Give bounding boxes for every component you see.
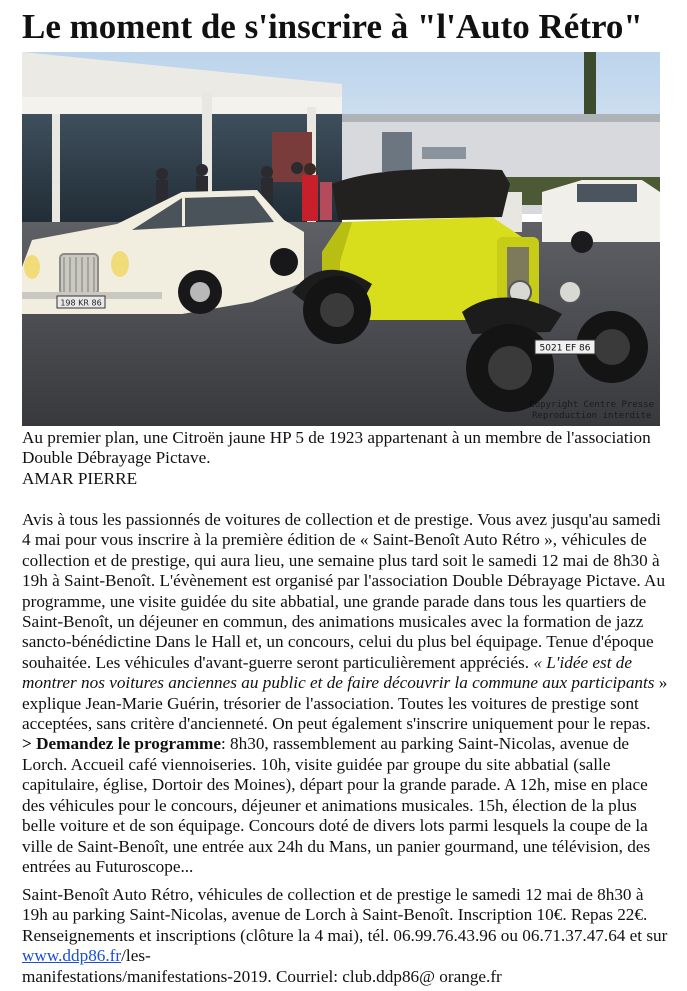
article-line-quote-start: souhaitée. Les véhicules d'avant-guerre seront particulièrement appréciés. « L'idée est de	[22, 652, 633, 672]
program-heading: > Demandez le programme	[22, 734, 221, 754]
article-headline: Le moment de s'inscrire à "l'Auto Rétro"	[22, 7, 643, 46]
photo-illustration	[22, 52, 660, 426]
photo-credit: AMAR PIERRE	[22, 469, 138, 488]
practical-info: Saint-Benoît Auto Rétro, véhicules de collection et de prestige le samedi 12 mai de 8h30 à 19h au parking Saint-Nicolas, avenue de Lorch à Saint-Benoît. Inscription 10€. Repas 22€. Renseignements et inscriptions (clôture la 4 mai), tél. 06.99.76.43.96 ou 06.71.37.47.64 et sur www.ddp86.fr/les- manifestations/manifestations-2019. Courriel: club.ddp86@ orange.fr	[22, 885, 668, 986]
article-photo	[22, 52, 660, 426]
article-body: Avis à tous les passionnés de voitures de collection et de prestige. Vous avez jusqu'au samedi 4 mai pour vous inscrire à la première édition de « Saint-Benoît Auto Rétro », véhicules de collection et de prestige, qui aura lieu, une semaine plus tard soit le samedi 12 mai de 8h30 à 19h à Saint-Benoît. L'évènement est organisé par l'association Double Débrayage Pictave. Au programme, une visite guidée du site abbatial, une grande parade dans tous les quartiers de Saint-Benoît, un déjeuner en commun, des animations musicales avec la formation de jazz sancto-bénédictine Dans le Hall et, un concours, celui du plus bel équipage. Tenue d'époque souhaitée. Les véhicules d'avant-guerre seront particulièrement appréciés. « L'idée est de montrer nos voitures anciennes au public et de faire découvrir la commune aux participants » explique Jean-Marie Guérin, trésorier de l'association. Toutes les voitures de prestige sont acceptées, sans critère d'ancienneté. On peut également s'inscrire uniquement pour le repas. > Demandez le programme: 8h30, rassemblement au parking Saint-Nicolas, avenue de Lorch. Accueil café viennoiseries. 10h, visite guidée par groupe du site abbatial (salle capitulaire, église, Dortoir des Moines), départ pour la grande parade. A 12h, mise en place des véhicules pour le concours, déjeuner et animations musicales. 15h, élection de la plus belle voiture et de son équipage. Concours doté de divers lots parmi lesquels la coupe de la ville de Saint-Benoît, une entrée aux 24h du Mans, un panier gourmand, une télévision, des entrées au Futuroscope...	[22, 510, 682, 877]
quote-text: « L'idée est de	[533, 652, 633, 672]
photo-copyright: Copyright Centre Presse Reproduction interdite	[529, 400, 654, 421]
website-link[interactable]: www.ddp86.fr	[22, 946, 122, 966]
right-license-plate: 5021 EF 86	[539, 343, 591, 354]
program-heading-line: > Demandez le programme: 8h30, rassemblement au parking Saint-Nicolas, avenue de	[22, 734, 630, 754]
left-license-plate: 198 KR 86	[60, 298, 102, 308]
photo-caption: Au premier plan, une Citroën jaune HP 5 de 1923 appartenant à un membre de l'association Double Débrayage Pictave.	[22, 428, 651, 468]
article-line-quote-end: montrer nos voitures anciennes au public et de faire découvrir la commune aux participants »	[22, 673, 668, 693]
quote-text: montrer nos voitures anciennes au public et de faire découvrir la commune aux participants	[22, 673, 655, 693]
